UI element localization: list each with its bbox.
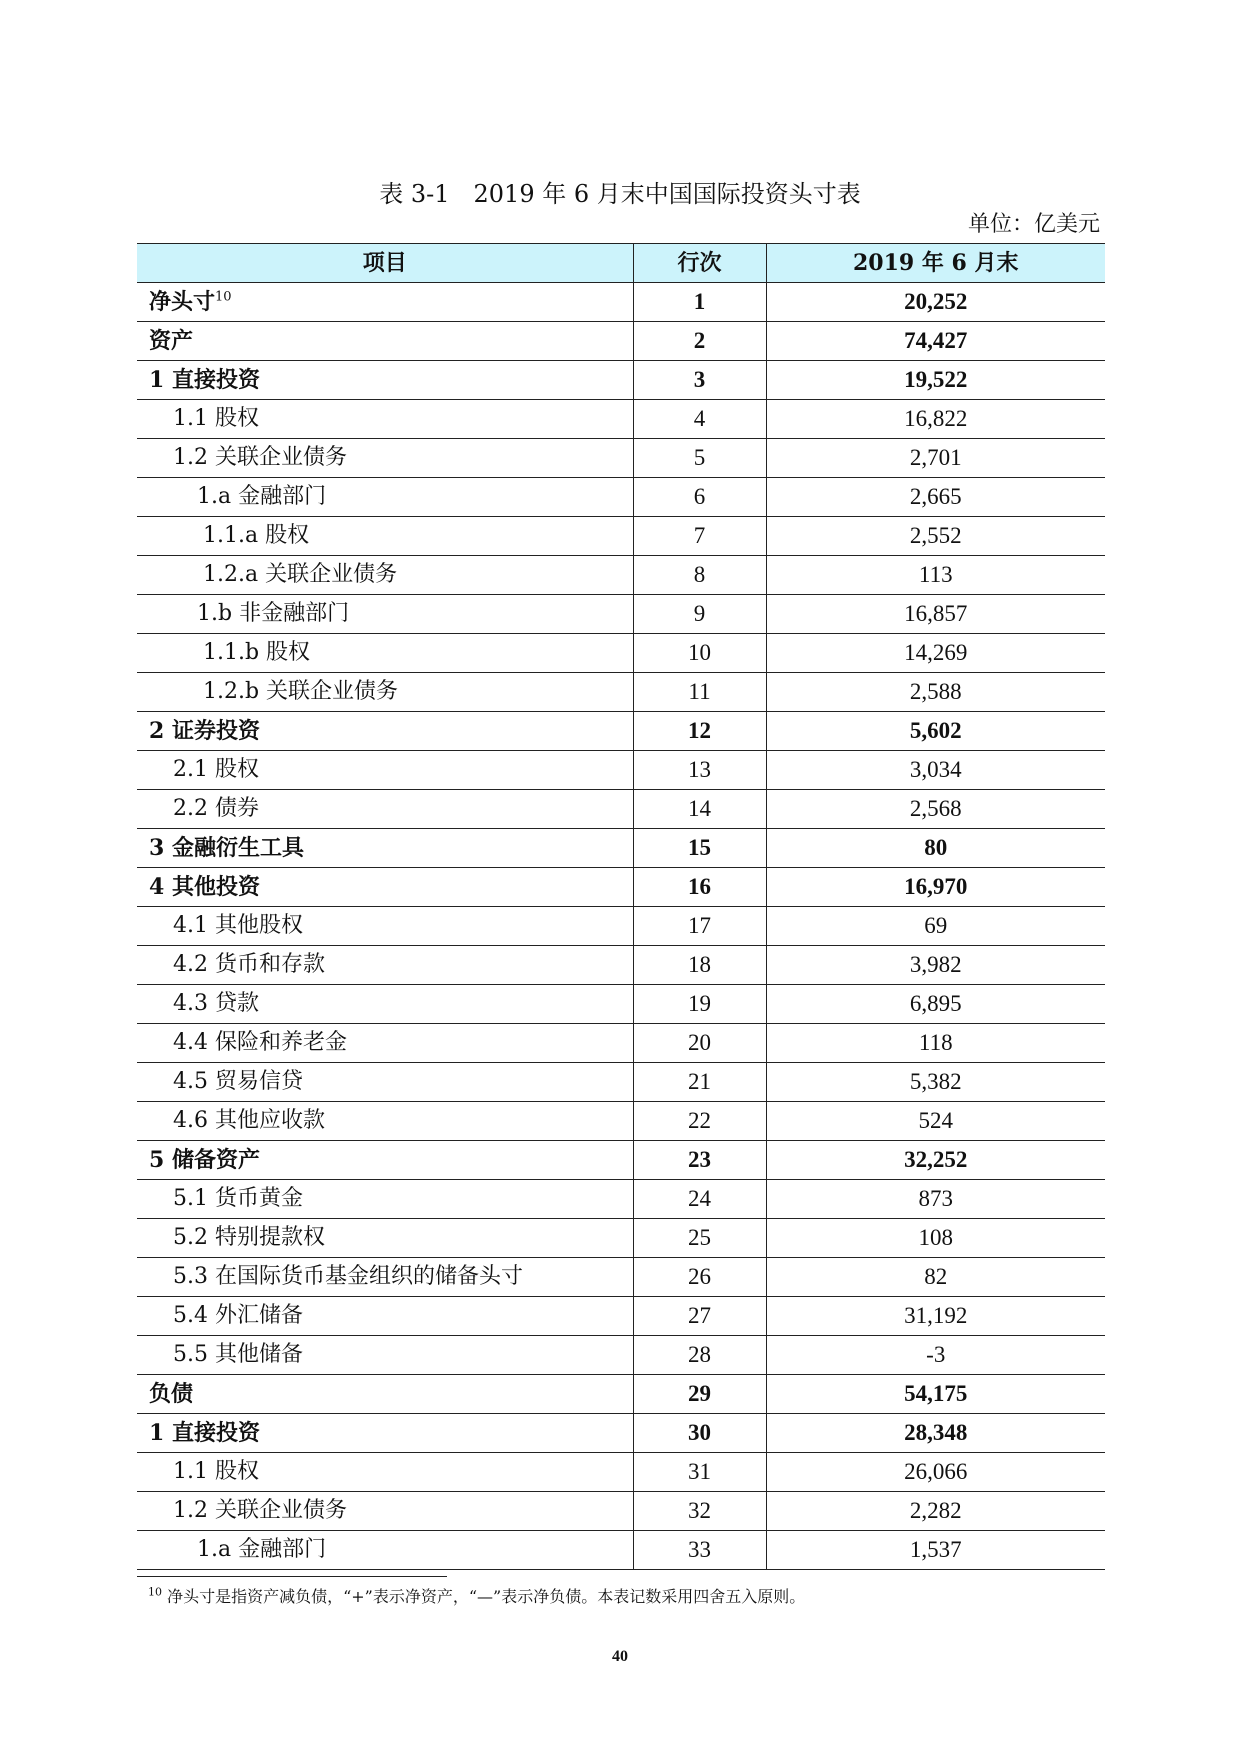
row-value: 74,427 (766, 322, 1105, 361)
row-number: 5 (633, 439, 766, 478)
table-title: 表 3-1 2019 年 6 月末中国国际投资头寸表 (379, 180, 861, 208)
row-number: 17 (633, 907, 766, 946)
row-label-cell (137, 361, 633, 400)
row-label: 5.4 外汇储备 (173, 1303, 303, 1328)
row-label-cell (137, 1336, 633, 1375)
row-value: 80 (766, 829, 1105, 868)
row-label: 1 直接投资 (149, 367, 260, 393)
row-value: 2,282 (766, 1492, 1105, 1531)
table-row (137, 1414, 1105, 1453)
table-row (137, 478, 1105, 517)
row-number: 12 (633, 712, 766, 751)
row-label: 1.2 关联企业债务 (173, 445, 347, 470)
row-value: 54,175 (766, 1375, 1105, 1414)
row-number: 32 (633, 1492, 766, 1531)
row-label: 4 其他投资 (149, 874, 260, 900)
row-number: 24 (633, 1180, 766, 1219)
row-label-cell (137, 829, 633, 868)
table-row (137, 1453, 1105, 1492)
row-label: 2 证券投资 (149, 718, 260, 744)
row-label-cell (137, 1180, 633, 1219)
table-row (137, 1336, 1105, 1375)
row-value: 26,066 (766, 1453, 1105, 1492)
row-number: 10 (633, 634, 766, 673)
row-label: 负债 (149, 1381, 194, 1407)
row-label: 1.1.b 股权 (203, 640, 311, 665)
row-label: 资产 (149, 328, 194, 354)
row-number: 21 (633, 1063, 766, 1102)
row-number: 22 (633, 1102, 766, 1141)
row-value: 20,252 (766, 283, 1105, 322)
row-label-cell (137, 634, 633, 673)
row-number: 16 (633, 868, 766, 907)
row-value: 118 (766, 1024, 1105, 1063)
table-row (137, 868, 1105, 907)
row-label: 3 金融衍生工具 (149, 835, 304, 861)
row-value: 2,665 (766, 478, 1105, 517)
row-value: 2,701 (766, 439, 1105, 478)
row-number: 15 (633, 829, 766, 868)
row-number: 13 (633, 751, 766, 790)
table-row (137, 907, 1105, 946)
row-label-cell (137, 1024, 633, 1063)
row-value: -3 (766, 1336, 1105, 1375)
row-label: 1.2.a 关联企业债务 (203, 562, 398, 587)
table-row (137, 1297, 1105, 1336)
row-number: 9 (633, 595, 766, 634)
row-label: 5.3 在国际货币基金组织的储备头寸 (173, 1264, 523, 1289)
row-label: 4.5 贸易信贷 (173, 1069, 303, 1094)
table-row (137, 1024, 1105, 1063)
table-row (137, 1492, 1105, 1531)
row-value: 16,970 (766, 868, 1105, 907)
row-label-cell (137, 439, 633, 478)
row-label-cell (137, 595, 633, 634)
row-label-cell (137, 1531, 633, 1570)
row-value: 32,252 (766, 1141, 1105, 1180)
row-number: 2 (633, 322, 766, 361)
row-label-cell (137, 322, 633, 361)
table-row (137, 634, 1105, 673)
row-label-cell (137, 868, 633, 907)
table-row (137, 673, 1105, 712)
row-label: 1.a 金融部门 (197, 1537, 327, 1562)
row-number: 4 (633, 400, 766, 439)
row-value: 1,537 (766, 1531, 1105, 1570)
row-label: 5.2 特别提款权 (173, 1225, 325, 1250)
row-label: 5.5 其他储备 (173, 1342, 303, 1367)
row-label: 4.2 货币和存款 (173, 952, 325, 977)
row-label: 4.1 其他股权 (173, 913, 303, 938)
table-row (137, 439, 1105, 478)
row-number: 20 (633, 1024, 766, 1063)
table-row (137, 1258, 1105, 1297)
footnote (148, 1585, 805, 1609)
row-label-cell (137, 907, 633, 946)
investment-position-table (137, 243, 1105, 1570)
row-number: 1 (633, 283, 766, 322)
row-label: 1 直接投资 (149, 1420, 260, 1446)
row-number: 19 (633, 985, 766, 1024)
row-number: 31 (633, 1453, 766, 1492)
row-label: 4.3 贷款 (173, 991, 259, 1016)
row-value: 108 (766, 1219, 1105, 1258)
table-row (137, 1063, 1105, 1102)
header-row-number: 行次 (633, 244, 766, 283)
row-label: 4.6 其他应收款 (173, 1108, 325, 1133)
row-value: 5,382 (766, 1063, 1105, 1102)
row-label-cell (137, 712, 633, 751)
row-label-cell (137, 790, 633, 829)
row-label: 1.1 股权 (173, 1459, 259, 1484)
row-value: 873 (766, 1180, 1105, 1219)
row-label: 4.4 保险和养老金 (173, 1030, 347, 1055)
footnote-ref: 10 (215, 289, 232, 305)
row-label-cell (137, 1102, 633, 1141)
page-number: 40 (612, 1648, 628, 1665)
table-row (137, 1219, 1105, 1258)
row-label: 1.b 非金融部门 (197, 601, 350, 626)
row-label-cell (137, 1219, 633, 1258)
row-label: 1.1.a 股权 (203, 523, 310, 548)
row-value: 14,269 (766, 634, 1105, 673)
row-value: 2,568 (766, 790, 1105, 829)
row-label-cell (137, 946, 633, 985)
row-label: 1.1 股权 (173, 406, 259, 431)
row-number: 6 (633, 478, 766, 517)
table-row (137, 1102, 1105, 1141)
table-row (137, 517, 1105, 556)
row-label-cell (137, 1453, 633, 1492)
table-row (137, 400, 1105, 439)
table-row (137, 829, 1105, 868)
row-label-cell (137, 556, 633, 595)
row-label: 1.2.b 关联企业债务 (203, 679, 399, 704)
table-row (137, 361, 1105, 400)
row-label-cell (137, 1414, 633, 1453)
table-row (137, 322, 1105, 361)
row-label: 5 储备资产 (149, 1147, 260, 1173)
row-value: 5,602 (766, 712, 1105, 751)
row-value: 3,982 (766, 946, 1105, 985)
row-value: 524 (766, 1102, 1105, 1141)
table-row (137, 595, 1105, 634)
unit-label: 单位：亿美元 (967, 212, 1100, 237)
table-row (137, 790, 1105, 829)
row-number: 29 (633, 1375, 766, 1414)
table-row (137, 751, 1105, 790)
row-label: 2.2 债券 (173, 796, 259, 821)
table-row (137, 283, 1105, 322)
row-number: 27 (633, 1297, 766, 1336)
row-value: 6,895 (766, 985, 1105, 1024)
table-row (137, 1180, 1105, 1219)
table-header-row (137, 244, 1105, 283)
table-row (137, 946, 1105, 985)
row-number: 33 (633, 1531, 766, 1570)
header-item: 项目 (137, 244, 633, 283)
row-value: 16,822 (766, 400, 1105, 439)
row-label: 1.2 关联企业债务 (173, 1498, 347, 1523)
row-value: 2,588 (766, 673, 1105, 712)
row-label-cell (137, 1258, 633, 1297)
table-row (137, 1531, 1105, 1570)
row-label-cell (137, 673, 633, 712)
table-row (137, 1375, 1105, 1414)
row-number: 8 (633, 556, 766, 595)
row-number: 28 (633, 1336, 766, 1375)
row-number: 25 (633, 1219, 766, 1258)
row-label-cell (137, 478, 633, 517)
footnote-divider (137, 1576, 447, 1577)
row-label-cell (137, 751, 633, 790)
row-label: 5.1 货币黄金 (173, 1186, 303, 1211)
row-value: 28,348 (766, 1414, 1105, 1453)
row-value: 69 (766, 907, 1105, 946)
row-number: 23 (633, 1141, 766, 1180)
footnote-text: 净头寸是指资产减负债，“+”表示净资产，“—”表示净负债。本表记数采用四舍五入原则。 (167, 1587, 806, 1606)
table-row (137, 712, 1105, 751)
row-label: 2.1 股权 (173, 757, 259, 782)
row-value: 19,522 (766, 361, 1105, 400)
row-label-cell (137, 1375, 633, 1414)
table-row (137, 1141, 1105, 1180)
row-value: 3,034 (766, 751, 1105, 790)
row-value: 113 (766, 556, 1105, 595)
row-value: 16,857 (766, 595, 1105, 634)
row-label-cell (137, 400, 633, 439)
row-number: 11 (633, 673, 766, 712)
row-number: 7 (633, 517, 766, 556)
row-value: 82 (766, 1258, 1105, 1297)
table-row (137, 556, 1105, 595)
row-label-cell (137, 517, 633, 556)
row-label-cell (137, 1141, 633, 1180)
row-value: 31,192 (766, 1297, 1105, 1336)
row-number: 14 (633, 790, 766, 829)
header-value: 2019 年 6 月末 (766, 244, 1105, 283)
row-label: 净头寸 (149, 289, 216, 315)
row-number: 18 (633, 946, 766, 985)
row-value: 2,552 (766, 517, 1105, 556)
row-number: 30 (633, 1414, 766, 1453)
table-row (137, 985, 1105, 1024)
row-label-cell (137, 283, 633, 322)
row-number: 3 (633, 361, 766, 400)
row-label-cell (137, 1492, 633, 1531)
row-number: 26 (633, 1258, 766, 1297)
row-label-cell (137, 1063, 633, 1102)
row-label-cell (137, 1297, 633, 1336)
footnote-marker: 10 (148, 1585, 162, 1599)
row-label-cell (137, 985, 633, 1024)
row-label: 1.a 金融部门 (197, 484, 327, 509)
